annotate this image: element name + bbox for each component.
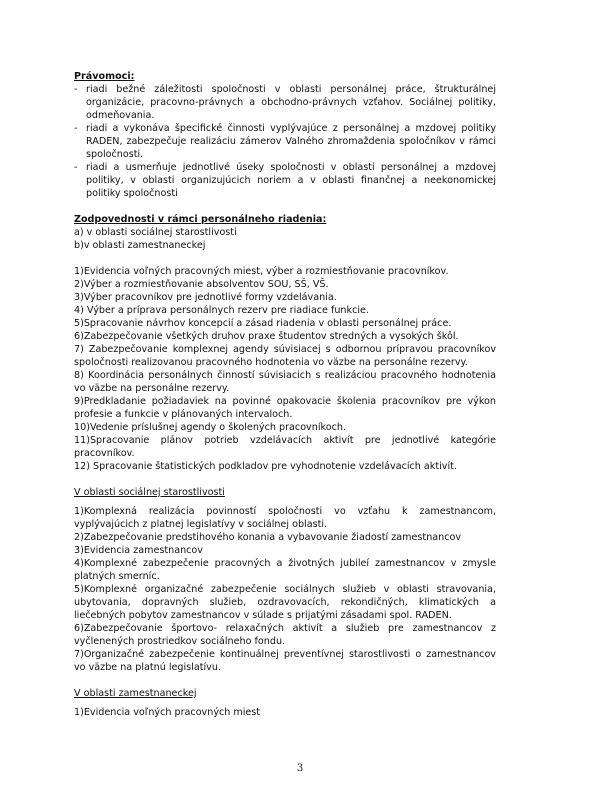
list-item: 1)Komplexná realizácia povinností spoločnosti vo vzťahu k zamestnancom, vyplývajúcich z platnej legislatívy v sociálnej oblasti. bbox=[74, 506, 496, 530]
socialna-list bbox=[74, 505, 496, 674]
list-item: 10)Vedenie príslušnej agendy o školených pracovníkoch. bbox=[74, 422, 346, 433]
list-item: 7) Zabezpečovanie komplexnej agendy súvisiacej s odbornou prípravou pracovníkov spoločnosti realizovanou pracovného hodnotenia vo väzbe na personálne rezervy. bbox=[74, 344, 496, 368]
list-item: 5)Komplexné organizačné zabezpečenie sociálnych služieb v oblasti stravovania, ubytovania, dopravných služieb, ozdravovacích, rekondičných, klimatických a liečebných pobytov zamestnancov v súlade s prijatými zásadami spol. RADEN. bbox=[74, 584, 496, 621]
list-item: 11)Spracovanie plánov potrieb vzdelávacích aktivít pre jednotlivé kategórie pracovníkov. bbox=[74, 435, 496, 459]
document-body bbox=[74, 70, 496, 719]
section-heading-pravomoci: Právomoci: bbox=[74, 71, 135, 82]
section-heading-zamestnanecka: V oblasti zamestnaneckej bbox=[74, 688, 197, 699]
list-item: 6)Zabezpečovanie športovo- relaxačných aktivít a služieb pre zamestnancov z vyčlenených prostriedkov sociálneho fondu. bbox=[74, 623, 496, 647]
list-item: 4)Komplexné zabezpečenie pracovných a životných jubileí zamestnancov v zmysle platných smerníc. bbox=[74, 558, 496, 582]
zodpovednosti-list bbox=[74, 265, 496, 473]
list-item: 9)Predkladanie požiadaviek na povinné opakovacie školenia pracovníkov pre výkon profesie a funkcie v plánovaných intervaloch. bbox=[74, 396, 496, 420]
list-item: 12) Spracovanie štatistických podkladov pre vyhodnotenie vzdelávacích aktivít. bbox=[74, 461, 457, 472]
section-heading-socialna: V oblasti sociálnej starostlivosti bbox=[74, 487, 225, 498]
area-item: a) v oblasti sociálnej starostlivosti bbox=[74, 227, 237, 238]
list-item: 2)Zabezpečovanie predstihového konania a vybavovanie žiadostí zamestnancov bbox=[74, 532, 462, 543]
list-item: 3)Evidencia zamestnancov bbox=[74, 545, 203, 556]
list-item: - riadi a vykonáva špecifické činnosti vyplývajúce z personálnej a mzdovej politiky RADEN, zabezpečuje realizáciu zámerov Valného zhromaždenia spoločníkov v rámci spoločnosti. bbox=[74, 122, 496, 161]
list-item: - riadi a usmerňuje jednotlivé úseky spoločnosti v oblasti personálnej a mzdovej politiky, v oblasti organizujúcich noriem a v oblasti finančnej a neekonomickej politiky spoločnosti bbox=[74, 161, 496, 200]
area-item: b)v oblasti zamestnaneckej bbox=[74, 240, 206, 251]
list-item: 1)Evidencia voľných pracovných miest, výber a rozmiestňovanie pracovníkov. bbox=[74, 266, 449, 277]
list-item: 5)Spracovanie návrhov koncepcií a zásad riadenia v oblasti personálnej práce. bbox=[74, 318, 452, 329]
list-item: 1)Evidencia voľných pracovných miest bbox=[74, 707, 261, 718]
list-item: - riadi bežné záležitosti spoločnosti v oblasti personálnej práce, štrukturálnej organizácie, pracovno-právnych a obchodno-právnych vzťahov. Sociálnej politiky, odmeňovania. bbox=[74, 83, 496, 122]
page-number: 3 bbox=[296, 763, 304, 774]
pravomoci-list bbox=[74, 83, 496, 200]
section-heading-zodpovednosti: Zodpovednosti v rámci personálneho riadenia: bbox=[74, 214, 327, 225]
list-item: 2)Výber a rozmiestňovanie absolventov SOU, SŠ, VŠ. bbox=[74, 279, 329, 290]
zamestnanecka-list bbox=[74, 706, 496, 719]
list-item: 3)Výber pracovníkov pre jednotlivé formy vzdelávania. bbox=[74, 292, 337, 303]
list-item: 7)Organizačné zabezpečenie kontinuálnej preventívnej starostlivosti o zamestnancov vo väzbe na platnú legislatívu. bbox=[74, 649, 496, 673]
list-item: 4) Výber a príprava personálnych rezerv pre riadiace funkcie. bbox=[74, 305, 369, 316]
list-item: 6)Zabezpečovanie všetkých druhov praxe študentov stredných a vysokých škôl. bbox=[74, 331, 459, 342]
list-item: 8) Koordinácia personálnych činností súvisiacich s realizáciou pracovného hodnotenia vo väzbe na personálne rezervy. bbox=[74, 370, 496, 394]
